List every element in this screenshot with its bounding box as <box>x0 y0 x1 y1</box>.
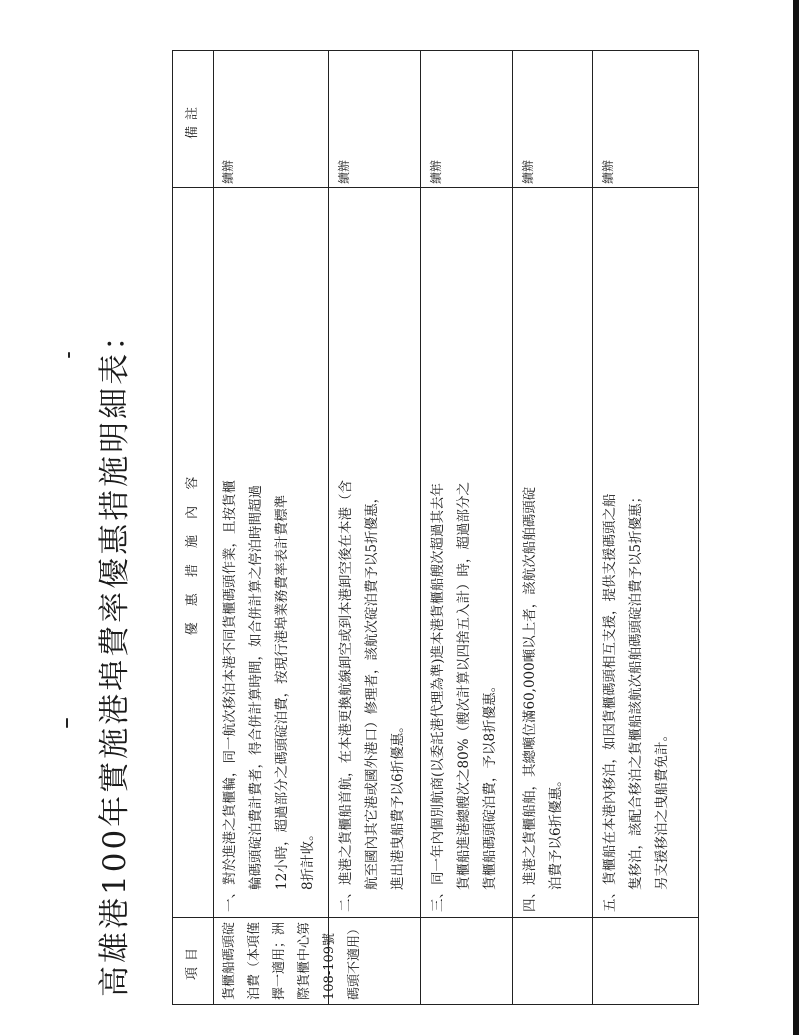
content-line: 隻移泊，該配合移泊之貨櫃船該航次船舶碼頭碇泊費予以5折優惠； <box>628 489 644 890</box>
content-line: 二、進港之貨櫃船首航，在本港更換航線卸空或到本港卸空後在本港（含 <box>338 480 354 912</box>
content-line: 貨櫃船進港總艘次之80%（艘次計算以四捨五入計）時，超過部分之 <box>456 481 472 890</box>
content-line: 8折計收。 <box>300 827 316 890</box>
row-note: 續辦 <box>337 159 351 184</box>
item-label: 貨櫃船碼頭碇泊費（本項僅擇一適用；洲際貨櫃中心第108-109號碼頭不適用） <box>222 921 362 1000</box>
header-notes: 備註 <box>185 101 200 140</box>
content-line: 輪碼頭碇泊費計費者，得合併計算時間，如合併計算之停泊時間超過 <box>248 485 264 890</box>
content-line: 另支援移泊之曳船費免計。 <box>654 728 670 890</box>
content-line: 四、進港之貨櫃船舶，其總噸位滿60,000噸以上者，該航次船舶碼頭碇 <box>522 486 538 912</box>
table-row <box>421 51 513 1004</box>
row-content <box>425 192 503 912</box>
content-line: 貨櫃船碼頭碇泊費，予以8折優惠。 <box>482 678 498 890</box>
document-title: 高雄港100年實施港埠費率優惠措施明細表： <box>97 316 133 997</box>
content-line: 五、貨櫃船在本港內移泊，如因貨櫃碼頭相互支援，提供支援碼頭之船 <box>602 493 618 912</box>
table-row <box>329 51 421 1004</box>
row-note: 續辦 <box>601 159 615 184</box>
content-line: 進出港曳船費予以6折優惠。 <box>390 719 406 890</box>
row-content <box>333 192 411 912</box>
content-line: 泊費予以6折優惠。 <box>548 773 564 890</box>
row-note: 續辦 <box>221 159 235 184</box>
table-row <box>593 51 697 1004</box>
row-content <box>597 192 675 912</box>
header-item: 項目 <box>185 942 200 981</box>
content-line: 三、同一年內個別航商(以委託港代理為準)進本港貨櫃船艘次超過其去年 <box>430 482 446 912</box>
table-row <box>513 51 593 1004</box>
content-line: 一、對於進港之貨櫃輪，同一航次移泊本港不同貨櫃碼頭作業，且按貨櫃 <box>222 480 238 912</box>
table-row <box>213 51 329 1004</box>
header-content: 優 惠 措 施 內 容 <box>185 470 200 636</box>
discount-table <box>172 50 699 1005</box>
content-line: 12小時，超過部分之碼頭碇泊費，按現行港埠業務費率表計費標準 <box>274 494 290 890</box>
content-line: 航至國內其它港或國外港口）修理者，該航次碇泊費予以5折優惠， <box>364 489 380 890</box>
row-content <box>517 192 569 912</box>
row-note: 續辦 <box>429 159 443 184</box>
row-content <box>217 192 321 912</box>
row-note: 續辦 <box>521 159 535 184</box>
table-header <box>173 51 214 1004</box>
